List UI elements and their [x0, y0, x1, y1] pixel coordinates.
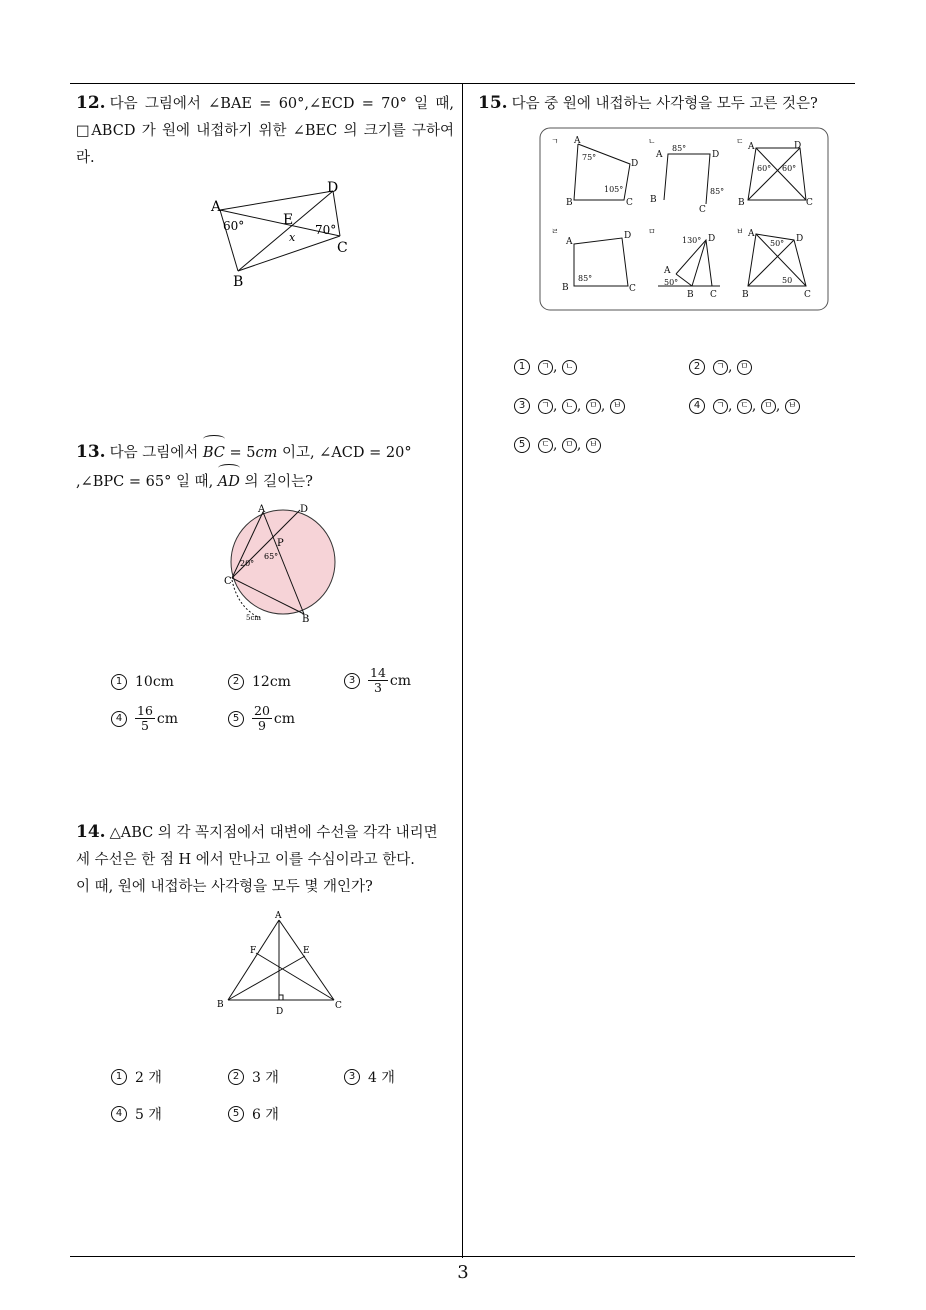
question-number: 12. [76, 93, 106, 113]
arc-BC: BC [203, 438, 225, 467]
choice-text: 12cm [252, 674, 291, 690]
q13-mid2: 이고, ∠ACD = 20° [281, 445, 412, 461]
item-mark: ㄴ [562, 360, 577, 375]
label-F: F [250, 946, 257, 956]
angle: 50 [782, 276, 793, 285]
label-B: B [233, 274, 244, 290]
choice-mark: 4 [689, 398, 705, 414]
question-13 [76, 438, 454, 496]
item-mark: ㄴ [562, 399, 577, 414]
q13-choice-4[interactable] [111, 704, 178, 733]
choice-mark: 1 [111, 674, 127, 690]
q12-figure [205, 178, 365, 293]
label-D: D [796, 234, 804, 244]
label-B: B [738, 198, 745, 208]
q14-line2: 세 수선은 한 점 H 에서 만나고 이를 수심이라고 한다. [76, 852, 415, 868]
choice-mark: 2 [228, 1069, 244, 1085]
question-number: 13. [76, 442, 106, 462]
q15-text: 다음 중 원에 내접하는 사각형을 모두 고른 것은? [511, 96, 818, 112]
unit: cm [389, 672, 412, 689]
choice-mark: 5 [228, 1106, 244, 1122]
label-C: C [806, 198, 813, 208]
denominator: 9 [257, 718, 266, 733]
angle: 75° [582, 153, 597, 162]
item-mark: ㄱ [538, 360, 553, 375]
q15-choice-1[interactable]: 1 ㄱ , ㄴ [514, 359, 577, 375]
panel-5 [648, 227, 720, 300]
choice-text: 4 개 [368, 1070, 395, 1086]
label-C: C [804, 290, 811, 300]
choice-mark: 2 [228, 674, 244, 690]
q13-choice-2[interactable] [228, 674, 291, 690]
label-B: B [687, 290, 694, 300]
unit: cm [273, 710, 296, 727]
label-A: A [656, 150, 663, 160]
panel-mark: ㄷ [736, 137, 744, 146]
q15-choice-3[interactable]: 3 ㄱ , ㄴ , ㅁ , ㅂ [514, 398, 625, 414]
panel-mark: ㄹ [551, 227, 559, 236]
label-A: A [664, 266, 671, 276]
label-B: B [217, 1000, 224, 1010]
item-mark: ㅁ [586, 399, 601, 414]
question-15 [478, 90, 848, 118]
panel-mark: ㅁ [648, 227, 656, 236]
item-mark: ㅁ [562, 438, 577, 453]
angle: 60° [757, 164, 772, 173]
q15-choice-4[interactable]: 4 ㄱ , ㄷ , ㅁ , ㅂ [689, 398, 800, 414]
choice-mark: 3 [344, 1069, 360, 1085]
angle-65: 65° [264, 552, 279, 561]
choice-mark: 1 [514, 359, 530, 375]
numerator: 20 [254, 703, 270, 718]
choice-mark: 4 [111, 1106, 127, 1122]
label-P: P [277, 538, 284, 549]
panel-2 [648, 137, 724, 215]
q14-choice-3[interactable] [344, 1067, 395, 1087]
choice-text: 3 개 [252, 1070, 279, 1086]
label-C: C [224, 576, 232, 587]
angle: 85° [578, 274, 593, 283]
choice-mark: 5 [514, 437, 530, 453]
q14-figure [212, 908, 348, 1016]
q14-choice-4[interactable] [111, 1104, 162, 1124]
label-D: D [712, 150, 720, 160]
panel-1 [551, 136, 638, 208]
fraction [252, 704, 272, 733]
angle: 85° [710, 187, 725, 196]
angle-70: 70° [315, 223, 337, 237]
label-D: D [794, 141, 802, 151]
q13-choice-3[interactable] [344, 666, 411, 695]
panel-mark: ㄱ [551, 137, 559, 146]
q14-line1: △ABC 의 각 꼭지점에서 대변에 수선을 각각 내리면 [109, 825, 438, 841]
q15-choice-5[interactable]: 5 ㄷ , ㅁ , ㅂ [514, 437, 601, 453]
panel-4 [551, 227, 636, 294]
label-C: C [337, 240, 348, 256]
choice-text: 2 개 [135, 1070, 162, 1086]
q13-pre: 다음 그림에서 [109, 445, 199, 461]
item-mark: ㄱ [713, 399, 728, 414]
label-D: D [631, 159, 639, 169]
choice-mark: 2 [689, 359, 705, 375]
angle: 105° [604, 185, 624, 194]
label-x: x [289, 231, 296, 244]
choice-text: 5 개 [135, 1107, 162, 1123]
label-D: D [300, 504, 309, 515]
choice-mark: 3 [514, 398, 530, 414]
column-divider [462, 83, 463, 1258]
q13-line2a: ,∠BPC = 65° 일 때, [76, 474, 214, 490]
angle: 50° [664, 278, 679, 287]
angle: 50° [770, 239, 785, 248]
label-C: C [626, 198, 633, 208]
label-C: C [710, 290, 717, 300]
item-mark: ㄷ [737, 399, 752, 414]
q13-line2b: 의 길이는? [244, 474, 313, 490]
panel-6 [736, 227, 811, 300]
arc-length-label: 5cm [246, 614, 262, 622]
choice-mark: 5 [228, 711, 244, 727]
label-A: A [748, 229, 755, 239]
item-mark: ㅁ [737, 360, 752, 375]
item-mark: ㅂ [610, 399, 625, 414]
label-D: D [708, 234, 716, 244]
panel-mark: ㅂ [736, 227, 744, 236]
q15-figure-panel [538, 126, 830, 312]
label-A: A [275, 911, 282, 921]
label-D: D [276, 1007, 284, 1016]
label-A: A [211, 199, 222, 215]
item-mark: ㄱ [713, 360, 728, 375]
question-14 [76, 819, 454, 901]
q14-choice-5[interactable] [228, 1104, 279, 1124]
label-B: B [566, 198, 573, 208]
label-B: B [562, 283, 569, 293]
choice-mark: 3 [344, 673, 360, 689]
angle-20: 20° [240, 559, 255, 568]
item-mark: ㅁ [761, 399, 776, 414]
question-text-line1: 다음 그림에서 ∠BAE = 60°,∠ECD = 70° 일 때, [109, 96, 454, 112]
question-text-line2: □ABCD 가 원에 내접하기 위한 ∠BEC 의 크기를 구하여라. [76, 123, 454, 166]
q14-choice-1[interactable] [111, 1067, 162, 1087]
choice-mark: 4 [111, 711, 127, 727]
bottom-rule [70, 1256, 855, 1257]
item-mark: ㅂ [785, 399, 800, 414]
panel-mark: ㄴ [648, 137, 656, 146]
q13-choice-5[interactable] [228, 704, 295, 733]
angle: 130° [682, 236, 702, 245]
label-B: B [742, 290, 749, 300]
label-D: D [624, 231, 632, 241]
denominator: 3 [373, 680, 382, 695]
label-B: B [302, 614, 310, 625]
label-C: C [699, 205, 706, 215]
q13-choice-1[interactable] [111, 674, 174, 690]
panel-3 [736, 137, 813, 208]
fraction [135, 704, 155, 733]
label-C: C [629, 284, 636, 294]
label-D: D [327, 180, 339, 196]
angle: 85° [672, 144, 687, 153]
item-mark: ㄷ [538, 438, 553, 453]
choice-text: 10cm [135, 674, 174, 690]
angle-60: 60° [223, 219, 245, 233]
label-E: E [303, 946, 310, 956]
arc-AD: AD [218, 467, 240, 496]
question-number: 15. [478, 93, 508, 113]
choice-text: 6 개 [252, 1107, 279, 1123]
question-number: 14. [76, 822, 106, 842]
q13-mid1: = 5 [229, 445, 256, 461]
numerator: 16 [137, 703, 153, 718]
label-A: A [566, 237, 573, 247]
choice-mark: 1 [111, 1069, 127, 1085]
label-A: A [574, 136, 581, 146]
angle: 60° [782, 164, 797, 173]
label-E: E [283, 212, 294, 228]
label-C: C [335, 1001, 342, 1011]
page-number: 3 [457, 1262, 469, 1283]
label-A: A [748, 142, 755, 152]
label-A: A [258, 504, 266, 515]
label-B: B [650, 195, 657, 205]
q14-line3: 이 때, 원에 내접하는 사각형을 모두 몇 개인가? [76, 879, 373, 895]
numerator: 14 [370, 665, 386, 680]
unit: cm [156, 710, 179, 727]
q15-choice-2[interactable]: 2 ㄱ , ㅁ [689, 359, 752, 375]
item-mark: ㅂ [586, 438, 601, 453]
item-mark: ㄱ [538, 399, 553, 414]
question-12 [76, 90, 454, 172]
q13-unit: cm [255, 445, 278, 461]
q14-choice-2[interactable] [228, 1067, 279, 1087]
fraction [368, 666, 388, 695]
denominator: 5 [140, 718, 149, 733]
q13-figure [220, 500, 345, 630]
